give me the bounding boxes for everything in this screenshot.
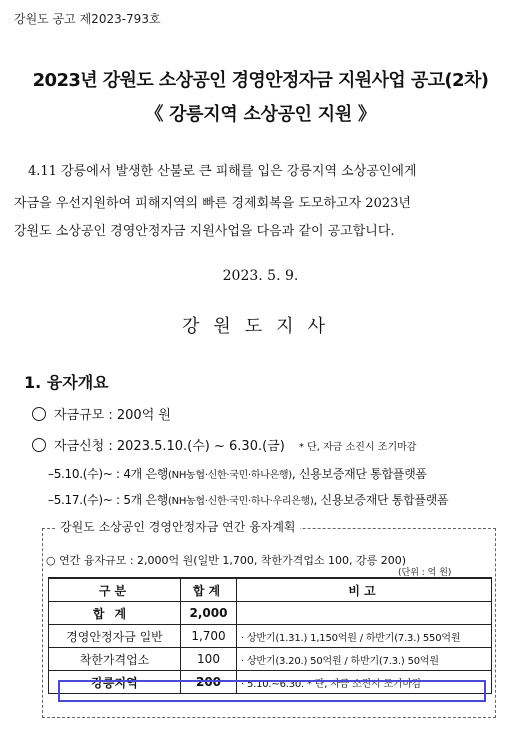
fund-scale-text: 자금규모 : 200억 원 — [54, 408, 171, 423]
row-total: 1,700 — [181, 625, 237, 648]
table-header-row — [49, 578, 492, 602]
bank-schedule-2 — [48, 491, 448, 508]
table-row — [49, 648, 492, 671]
bank-schedule-2-banks: (NH농협·신한·국민·하나·우리은행) — [168, 496, 314, 507]
row-note: · 상반기(3.20.) 50억원 / 하반기(7.3.) 50억원 — [237, 648, 492, 671]
application-text: 자금신청 : 2023.5.10.(수) ~ 6.30.(금) — [54, 439, 285, 454]
row-category: 강릉지역 — [49, 671, 181, 694]
header-category: 구분 — [49, 578, 181, 602]
page-title: 2023년 강원도 소상공인 경영안정자금 지원사업 공고(2차) — [32, 70, 489, 91]
header-note: 비고 — [237, 578, 492, 602]
row-category: 합계 — [49, 602, 181, 625]
body-line-1: 4.11 강릉에서 발생한 산불로 큰 피해를 입은 강릉지역 소상공인에게 — [28, 164, 417, 179]
gangneung-row-highlight — [58, 680, 486, 702]
unit-label: (단위 : 억 원) — [398, 568, 452, 578]
section-heading: 1. 융자개요 — [24, 373, 109, 392]
row-note: · 상반기(1.31.) 1,150억원 / 하반기(7.3.) 550억원 — [237, 625, 492, 648]
row-total: 2,000 — [181, 602, 237, 625]
row-category: 경영안정자금 일반 — [49, 625, 181, 648]
body-line-2: 자금을 우선지원하여 피해지역의 빠른 경제회복을 도모하고자 2023년 — [14, 196, 411, 211]
row-note: · 5.10.~6.30. * 단, 자금 소진시 조기마감 — [237, 671, 492, 694]
notice-number: 강원도 공고 제2023-793호 — [14, 12, 161, 26]
application-note: * 단, 자금 소진시 조기마감 — [298, 442, 417, 453]
table-row — [49, 602, 492, 625]
bank-schedule-1 — [48, 465, 427, 482]
bank-schedule-2-rest: , 신용보증재단 통합플랫폼 — [313, 493, 449, 507]
row-category: 착한가격업소 — [49, 648, 181, 671]
table-row — [49, 625, 492, 648]
row-total: 100 — [181, 648, 237, 671]
page-subtitle: 《 강릉지역 소상공인 지원 》 — [145, 104, 376, 125]
header-total: 합계 — [181, 578, 237, 602]
row-note — [237, 602, 492, 625]
bank-schedule-1-date: –5.10.(수)~ : 4개 은행 — [48, 467, 169, 481]
annual-plan-title: 강원도 소상공인 경영안정자금 연간 융자계획 — [56, 518, 300, 535]
bank-schedule-1-rest: , 신용보증재단 통합플랫폼 — [291, 467, 427, 481]
annual-plan-table — [48, 577, 492, 694]
bank-schedule-2-date: –5.17.(수)~ : 5개 은행 — [48, 493, 169, 507]
bank-schedule-1-banks: (NH농협·신한·국민·하나은행) — [168, 470, 292, 481]
body-line-3: 강원도 소상공인 경영안정자금 지원사업을 다음과 같이 공고합니다. — [14, 224, 395, 239]
annual-scale-text: ○ 연간 융자규모 : 2,000억 원(일반 1,700, 착한가격업소 100, 강릉 200) — [46, 554, 407, 567]
circle-bullet-icon — [32, 438, 46, 452]
circle-bullet-icon — [32, 407, 46, 421]
issuer: 강원도지사 — [182, 316, 339, 337]
application-item — [32, 435, 416, 454]
row-total: 200 — [181, 671, 237, 694]
fund-scale-item — [32, 404, 171, 423]
notice-date: 2023. 5. 9. — [222, 268, 299, 284]
